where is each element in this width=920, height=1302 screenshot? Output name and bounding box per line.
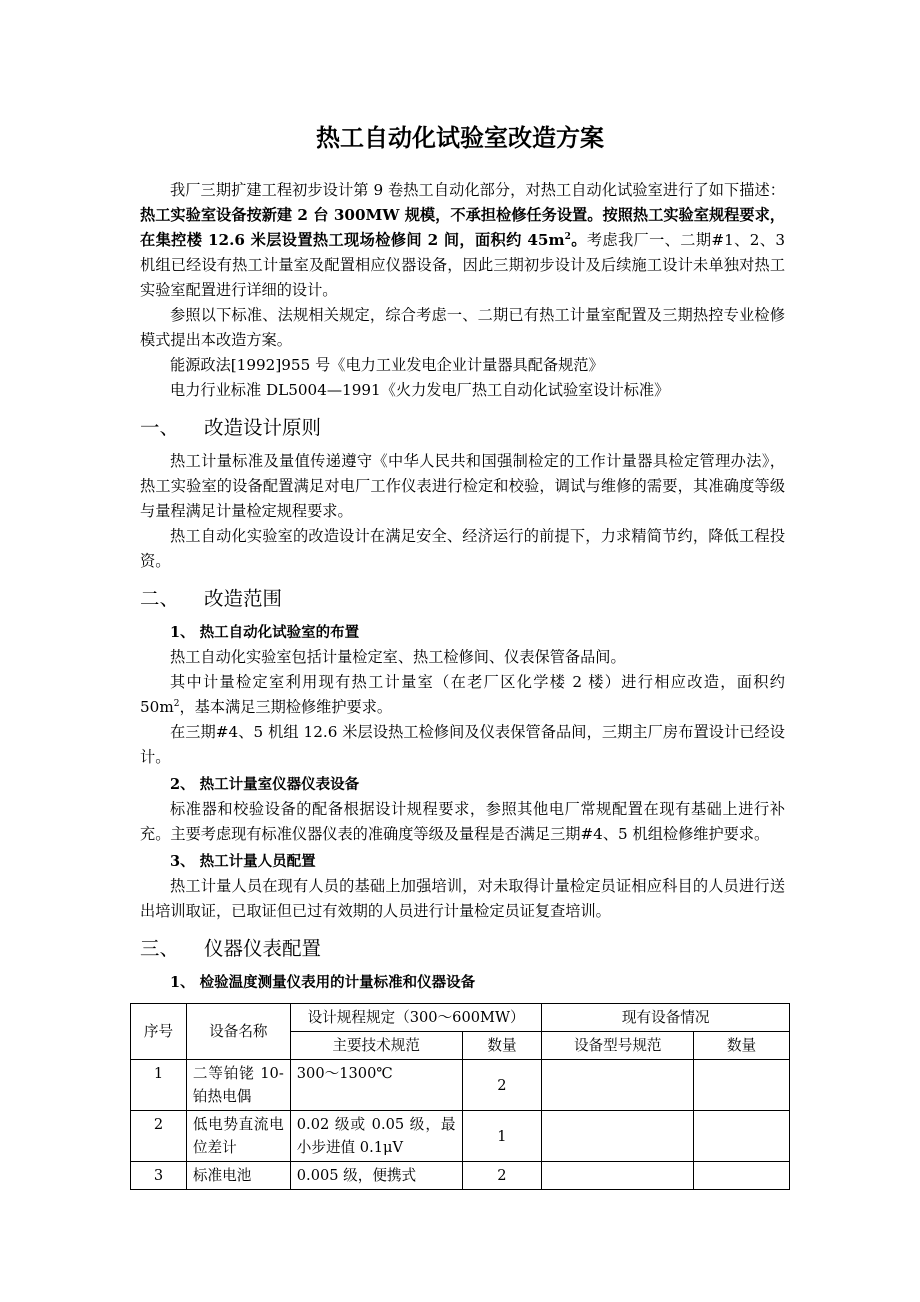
cell-seq: 1 [131,1060,187,1111]
cell-qty2 [694,1060,790,1111]
section2-3-paragraph-1: 热工计量人员在现有人员的基础上加强培训，对未取得计量检定员证相应科目的人员进行送出培训取证，已取证但已过有效期的人员进行计量检定员证复查培训。 [140,877,785,920]
cell-qty: 2 [462,1060,542,1111]
table-row [131,1060,790,1111]
section-heading-1 [140,413,785,443]
cell-qty2 [694,1111,790,1162]
header-model: 设备型号规范 [542,1032,694,1060]
cell-model [542,1162,694,1190]
table-row [131,1111,790,1162]
cell-name: 二等铂铑 10-铂热电偶 [186,1060,290,1111]
cell-seq: 3 [131,1162,187,1190]
section-heading-2 [140,584,785,614]
cell-name: 低电势直流电位差计 [186,1111,290,1162]
section2-1-paragraph-2 [140,670,785,720]
cell-spec: 300～1300℃ [290,1060,462,1111]
section-title: 改造范围 [204,587,283,610]
section-title: 改造设计原则 [204,416,322,439]
subheading-2-2: 2、 热工计量室仪器仪表设备 [170,776,360,793]
table-row [131,1162,790,1190]
cell-seq: 2 [131,1111,187,1162]
reference-1: 能源政法[1992]955 号《电力工业发电企业计量器具配备规范》 [170,356,604,374]
text: 其中计量检定室利用现有热工计量室（在老厂区化学楼 2 楼）进行相应改造，面积约 50m [140,673,785,716]
text: ，基本满足三期检修维护要求。 [179,698,393,716]
section-heading-3 [140,934,785,964]
intro-bold-end: 。 [570,231,587,249]
header-spec: 主要技术规范 [290,1032,462,1060]
document-body [140,178,785,995]
intro-text: 我厂三期扩建工程初步设计第 9 卷热工自动化部分，对热工自动化试验室进行了如下描述： [170,181,785,199]
section2-1-paragraph-1: 热工自动化实验室包括计量检定室、热工检修间、仪表保管备品间。 [170,648,626,666]
cell-model [542,1111,694,1162]
cell-name: 标准电池 [186,1162,290,1190]
section-number: 三、 [140,937,180,960]
cell-spec: 0.005 级，便携式 [290,1162,462,1190]
reference-2: 电力行业标准 DL5004—1991《火力发电厂热工自动化试验室设计标准》 [170,381,670,399]
subheading-3-1: 1、 检验温度测量仪表用的计量标准和仪器设备 [170,974,476,991]
header-name: 设备名称 [186,1004,290,1060]
cell-model [542,1060,694,1111]
intro-text-2: 考虑我厂一、二期#1、2、3 机组已经设有热工计量室及配置相应仪器设备，因此三期初步设计及后续施工设计未单独对热工实验室配置进行详细的设计。 [140,231,786,299]
superscript: 2 [564,231,571,242]
cell-qty2 [694,1162,790,1190]
header-existing: 现有设备情况 [542,1004,790,1032]
header-qty2: 数量 [694,1032,790,1060]
superscript: 2 [173,698,180,709]
section1-paragraph-1: 热工计量标准及量值传递遵守《中华人民共和国强制检定的工作计量器具检定管理办法》，热工实验室的设备配置满足对电厂工作仪表进行检定和校验，调试与维修的需要，其准确度等级与量程满足计量检定规程要求。 [140,452,785,520]
intro-paragraph-2: 参照以下标准、法规相关规定，综合考虑一、二期已有热工计量室配置及三期热控专业检修模式提出本改造方案。 [140,306,785,349]
section-number: 二、 [140,587,180,610]
intro-paragraph-1 [140,178,785,303]
header-design: 设计规程规定（300～600MW） [290,1004,542,1032]
section2-2-paragraph-1: 标准器和校验设备的配备根据设计规程要求，参照其他电厂常规配置在现有基础上进行补充。主要考虑现有标准仪器仪表的准确度等级及量程是否满足三期#4、5 机组检修维护要求。 [140,800,785,843]
section1-paragraph-2: 热工自动化实验室的改造设计在满足安全、经济运行的前提下，力求精简节约，降低工程投资。 [140,527,785,570]
section2-1-paragraph-3: 在三期#4、5 机组 12.6 米层设热工检修间及仪表保管备品间，三期主厂房布置设计已经设计。 [140,723,785,766]
intro-bold-main: 热工实验室设备按新建 2 台 300MW 规模，不承担检修任务设置。按照热工实验室规程要求，在集控楼 12.6 米层设置热工现场检修间 2 间，面积约 45m [140,206,785,249]
document-title: 热工自动化试验室改造方案 [316,124,604,152]
cell-qty: 1 [462,1111,542,1162]
cell-qty: 2 [462,1162,542,1190]
cell-spec: 0.02 级或 0.05 级，最小步进值 0.1μV [290,1111,462,1162]
table-header-row [131,1004,790,1032]
subheading-2-1: 1、 热工自动化试验室的布置 [170,624,360,641]
header-seq: 序号 [131,1004,187,1060]
subheading-2-3: 3、 热工计量人员配置 [170,853,316,870]
equipment-table [130,1003,790,1190]
header-qty: 数量 [462,1032,542,1060]
section-number: 一、 [140,416,180,439]
section-title: 仪器仪表配置 [204,937,322,960]
